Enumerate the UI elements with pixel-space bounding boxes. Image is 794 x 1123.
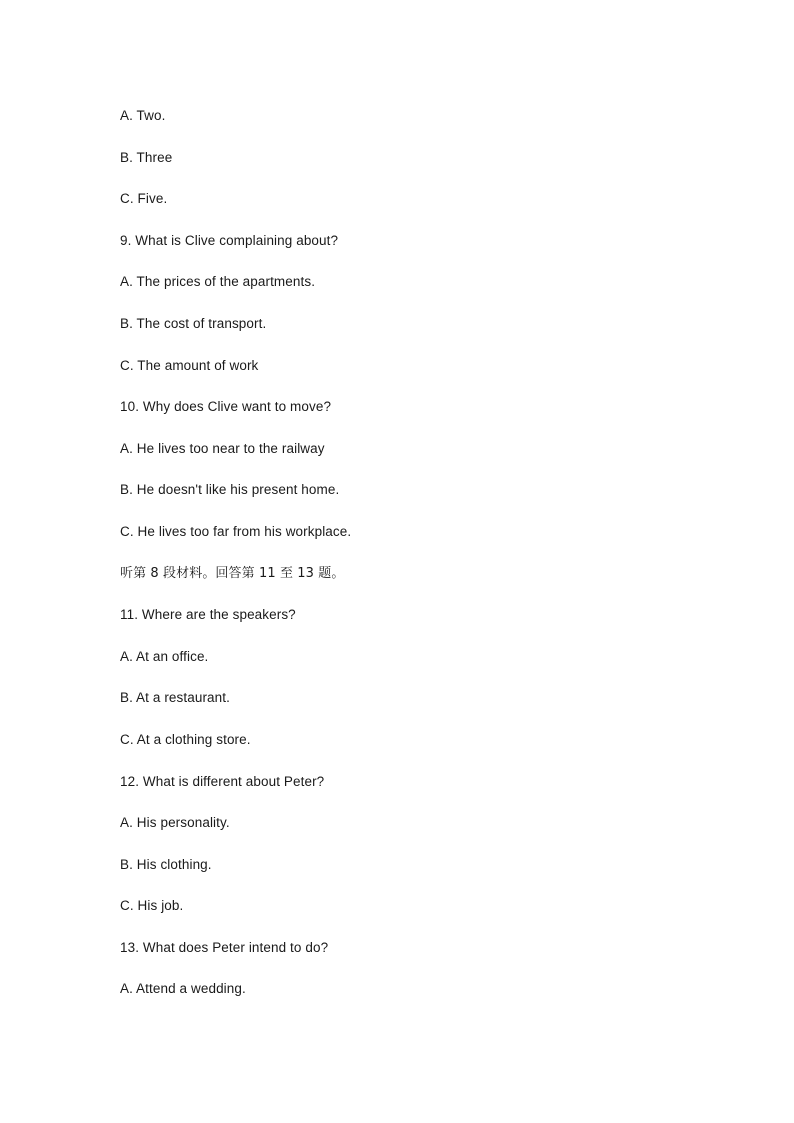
option-line: C. His job. <box>120 898 184 914</box>
question-line: 12. What is different about Peter? <box>120 773 325 789</box>
question-line: 11. Where are the speakers? <box>120 607 296 623</box>
question-line: 10. Why does Clive want to move? <box>120 399 332 415</box>
option-line: A. Attend a wedding. <box>120 981 246 997</box>
document-body <box>120 106 720 1021</box>
option-line: A. Two. <box>120 108 166 123</box>
option-line: B. His clothing. <box>120 856 212 872</box>
option-line: B. Three <box>120 149 173 165</box>
question-line: 13. What does Peter intend to do? <box>120 939 329 955</box>
option-line: A. His personality. <box>120 815 230 831</box>
question-line: 9. What is Clive complaining about? <box>120 232 339 248</box>
option-line: B. He doesn't like his present home. <box>120 482 340 498</box>
option-line: A. He lives too near to the railway <box>120 440 325 456</box>
option-line: A. At an office. <box>120 648 209 664</box>
option-line: B. At a restaurant. <box>120 690 230 706</box>
option-line: C. The amount of work <box>120 357 259 373</box>
option-line: A. The prices of the apartments. <box>120 274 316 290</box>
option-line: C. He lives too far from his workplace. <box>120 523 352 539</box>
option-line: C. At a clothing store. <box>120 731 251 747</box>
option-line: C. Five. <box>120 191 168 207</box>
section-instruction: 听第 8 段材料。回答第 11 至 13 题。 <box>120 565 345 581</box>
option-line: B. The cost of transport. <box>120 315 267 331</box>
